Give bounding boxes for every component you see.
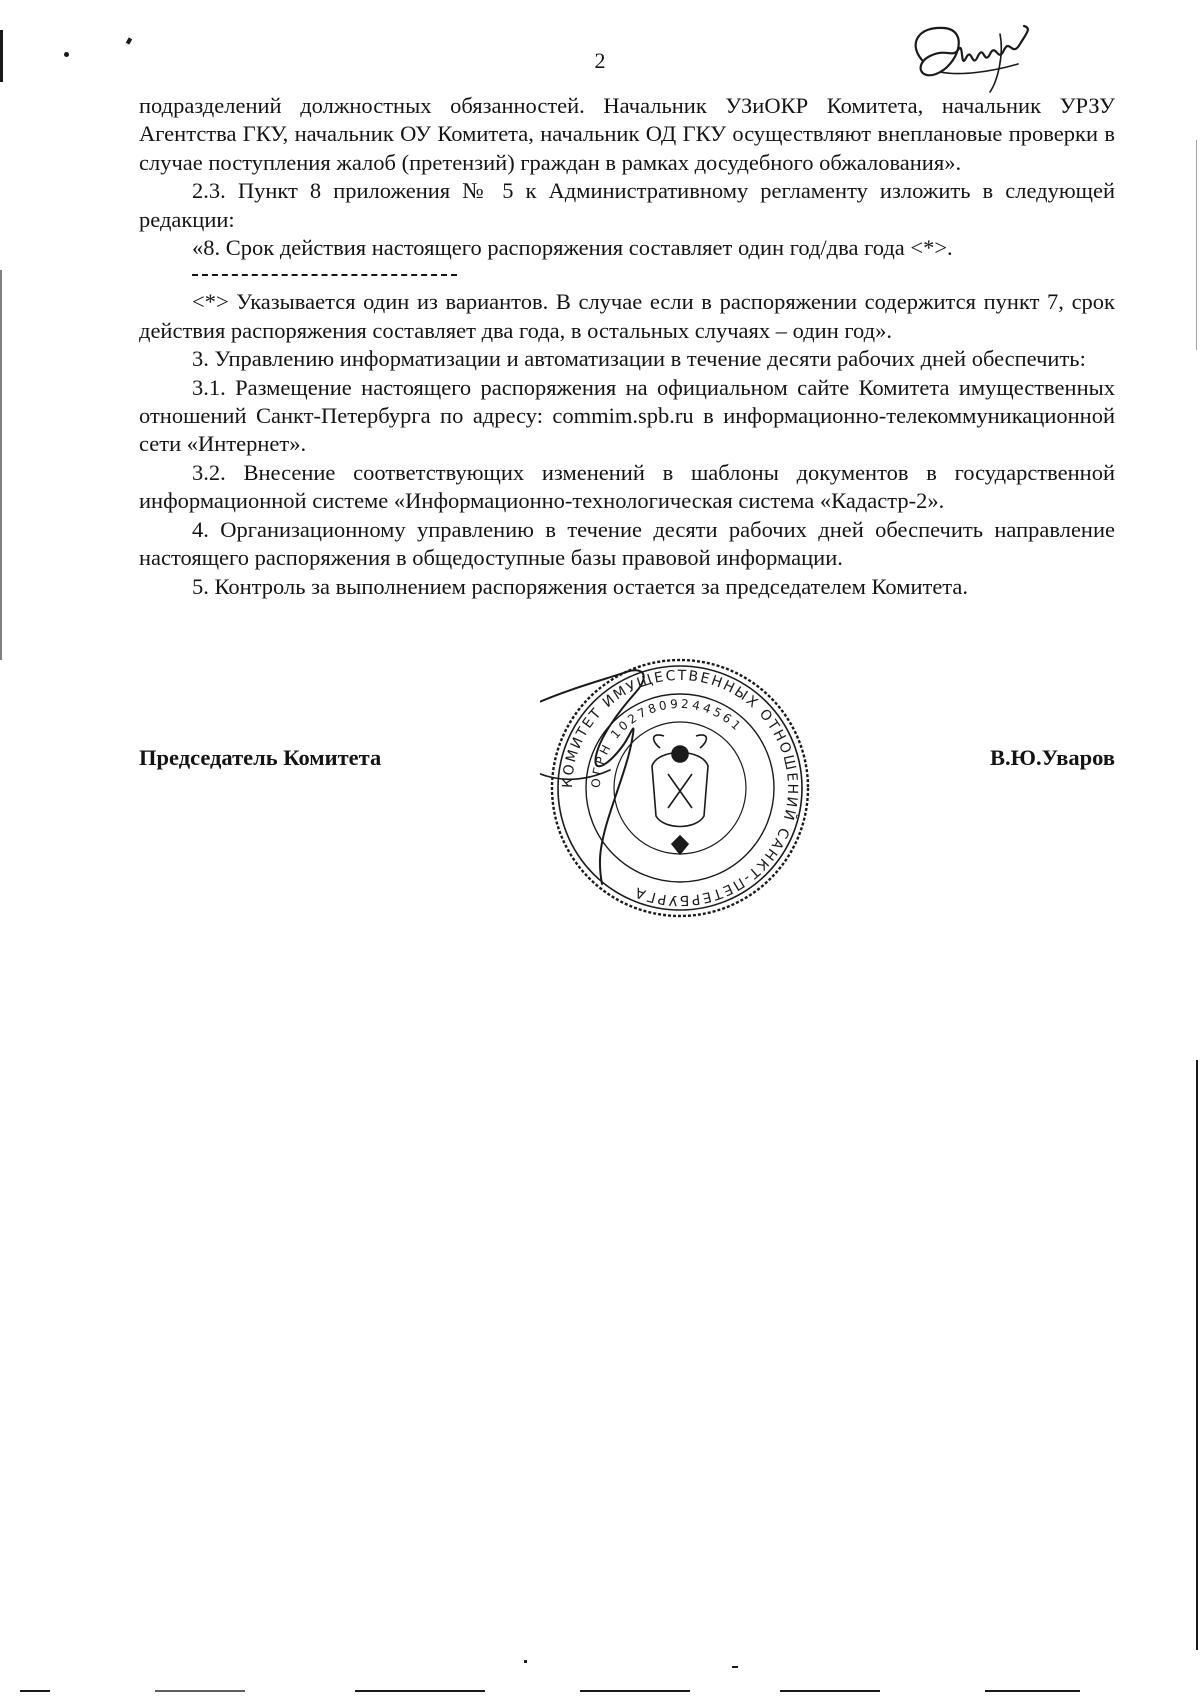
paragraph-2-3: 2.3. Пункт 8 приложения № 5 к Административному регламенту изложить в следующей редакции: [139, 178, 1115, 232]
scan-edge-mark [1196, 140, 1197, 350]
footnote-separator [192, 274, 457, 276]
coat-of-arms-icon [652, 735, 708, 854]
seal-inner-text: ОГРН 1027809244561 [588, 696, 746, 789]
page-number: 2 [594, 48, 606, 73]
seal-outer-text: КОМИТЕТ ИМУЩЕСТВЕННЫХ ОТНОШЕНИЙ САНКТ-ПЕТЕРБУРГА [559, 667, 801, 909]
scan-edge-mark [0, 30, 3, 82]
signer-name: В.Ю.Уваров [989, 745, 1115, 770]
document-body [139, 92, 1115, 601]
paragraph-5: 5. Контроль за выполнением распоряжения остается за председателем Комитета. [192, 573, 969, 599]
paragraph-continuation: подразделений должностных обязанностей. Начальник УЗиОКР Комитета, начальник УРЗУ Агентства ГКУ, начальник ОУ Комитета, начальник ОД ГКУ осуществляют внеплановые проверки в случае поступления жалоб (претензий) граждан в рамках досудебного обжалования». [139, 93, 1115, 175]
scan-edge-mark [126, 37, 132, 44]
scan-edge-mark [985, 1690, 1080, 1692]
scan-edge-mark [732, 1666, 738, 1668]
paragraph-quote-item-8: «8. Срок действия настоящего распоряжения составляет один год/два года <*>. [192, 235, 953, 261]
signer-title: Председатель Комитета [139, 745, 382, 770]
paragraph-3: 3. Управлению информатизации и автоматизации в течение десяти рабочих дней обеспечить: [192, 346, 1086, 372]
paragraph-3-1: 3.1. Размещение настоящего распоряжения на официальном сайте Комитета имущественных отношений Санкт-Петербурга по адресу: commim.spb.ru в информационно-телекоммуникационной сети «Интернет». [139, 374, 1115, 457]
official-seal [540, 648, 820, 928]
handwritten-initials [900, 14, 1040, 96]
scan-edge-mark [524, 1660, 527, 1663]
paragraph-3-2: 3.2. Внесение соответствующих изменений в шаблоны документов в государственной информационной системе «Информационно-технологическая система «Кадастр-2». [139, 459, 1115, 514]
scan-edge-mark [0, 270, 2, 660]
svg-text:ОГРН 1027809244561 [589, 697, 746, 788]
scan-edge-mark [580, 1690, 690, 1692]
scan-edge-mark [64, 52, 69, 57]
scan-edge-mark [1196, 1060, 1198, 1650]
scan-edge-mark [355, 1690, 485, 1692]
footnote-text: <*> Указывается один из вариантов. В случае если в распоряжении содержится пункт 7, срок действия распоряжения составляет два года, в остальных случаях – один год». [139, 289, 1115, 343]
scan-edge-mark [155, 1690, 245, 1692]
paragraph-4: 4. Организационному управлению в течение десяти рабочих дней обеспечить направление настоящего распоряжения в общедоступные базы правовой информации. [139, 516, 1115, 571]
scan-edge-mark [20, 1690, 50, 1692]
scan-edge-mark [780, 1690, 880, 1692]
